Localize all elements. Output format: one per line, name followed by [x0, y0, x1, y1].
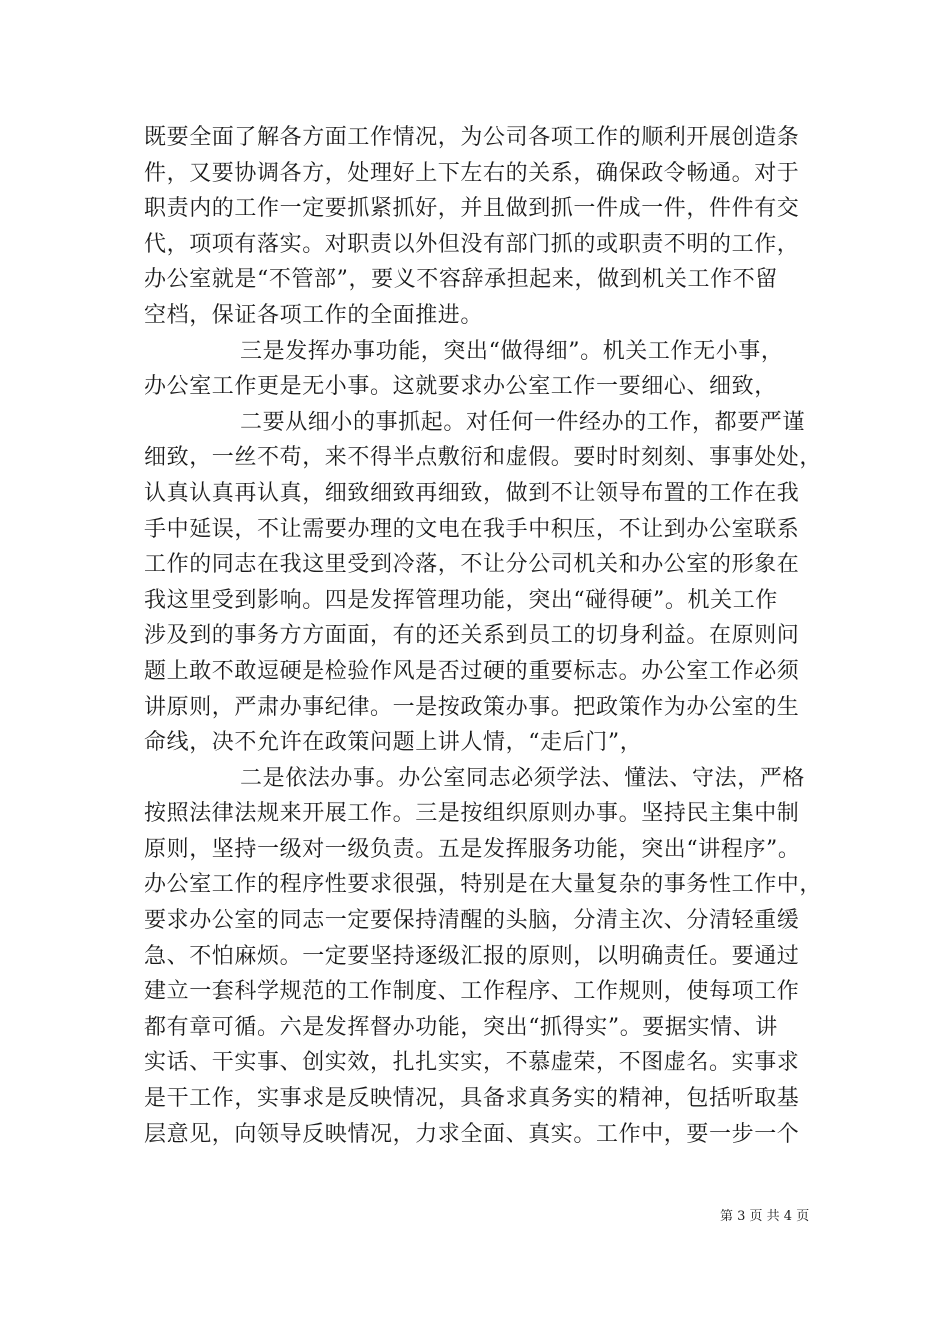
text-line: 实话、干实事、创实效，扎扎实实，不慕虚荣，不图虚名。实事求: [144, 1050, 800, 1076]
text-line: 命线，决不允许在政策问题上讲人情，“走后门”，: [144, 730, 643, 756]
text-line: 建立一套科学规范的工作制度、工作程序、工作规则，使每项工作: [144, 979, 800, 1005]
text-line: 办公室工作的程序性要求很强，特别是在大量复杂的事务性工作中，: [144, 872, 823, 898]
text-line: 三是发挥办事功能，突出“做得细”。机关工作无小事，: [240, 338, 784, 364]
body-text: [144, 120, 824, 1152]
text-line: 空档，保证各项工作的全面推进。: [144, 302, 484, 328]
text-line: 手中延误，不让需要办理的文电在我手中积压，不让到办公室联系: [144, 516, 800, 542]
text-line: 层意见，向领导反映情况，力求全面、真实。工作中，要一步一个: [144, 1121, 800, 1147]
text-line: 认真认真再认真，细致细致再细致，做到不让领导布置的工作在我: [144, 480, 800, 506]
text-line: 是干工作，实事求是反映情况，具备求真务实的精神，包括听取基: [144, 1086, 800, 1112]
text-line: 讲原则，严肃办事纪律。一是按政策办事。把政策作为办公室的生: [144, 694, 800, 720]
text-line: 涉及到的事务方方面面，有的还关系到员工的切身利益。在原则问: [144, 623, 800, 649]
text-line: 我这里受到影响。四是发挥管理功能，突出“碰得硬”。机关工作: [144, 587, 778, 613]
text-line: 代，项项有落实。对职责以外但没有部门抓的或职责不明的工作，: [144, 231, 800, 257]
page-footer: 第 3 页 共 4 页: [720, 1209, 810, 1224]
text-line: 职责内的工作一定要抓紧抓好，并且做到抓一件成一件，件件有交: [144, 196, 800, 222]
text-line: 细致，一丝不苟，来不得半点敷衍和虚假。要时时刻刻、事事处处，: [144, 445, 823, 471]
text-line: 按照法律法规来开展工作。三是按组织原则办事。坚持民主集中制: [144, 801, 800, 827]
text-line: 既要全面了解各方面工作情况，为公司各项工作的顺利开展创造条: [144, 125, 800, 150]
text-line: 急、不怕麻烦。一定要坚持逐级汇报的原则，以明确责任。要通过: [144, 943, 800, 969]
text-line: 原则，坚持一级对一级负责。五是发挥服务功能，突出“讲程序”。: [144, 836, 801, 862]
text-line: 题上敢不敢逗硬是检验作风是否过硬的重要标志。办公室工作必须: [144, 658, 800, 684]
text-line: 件，又要协调各方，处理好上下左右的关系，确保政令畅通。对于: [144, 160, 800, 186]
text-line: 办公室工作更是无小事。这就要求办公室工作一要细心、细致，: [144, 374, 777, 400]
text-line: 二是依法办事。办公室同志必须学法、懂法、守法，严格: [240, 765, 806, 791]
text-line: 二要从细小的事抓起。对任何一件经办的工作，都要严谨: [240, 409, 806, 435]
text-line: 要求办公室的同志一定要保持清醒的头脑，分清主次、分清轻重缓: [144, 908, 800, 934]
text-line: 都有章可循。六是发挥督办功能，突出“抓得实”。要据实情、讲: [144, 1014, 778, 1040]
text-line: 办公室就是“不管部”，要义不容辞承担起来，做到机关工作不留: [144, 267, 778, 293]
text-line: 工作的同志在我这里受到冷落，不让分公司机关和办公室的形象在: [144, 552, 800, 578]
